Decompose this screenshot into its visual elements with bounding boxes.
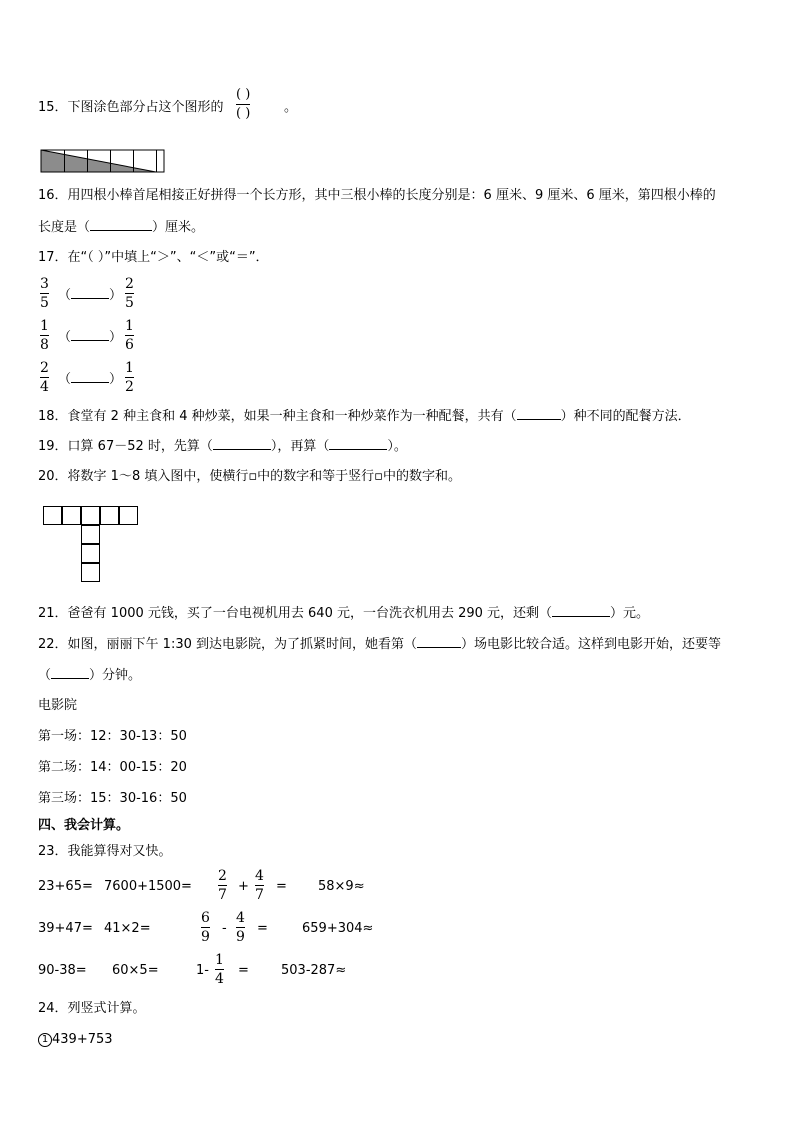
q16-line2: 长度是（ ）厘米。 [38, 220, 205, 235]
circled-number: 1 [38, 1033, 52, 1047]
q18-answer-blank[interactable] [517, 408, 561, 420]
show-1: 第一场：12：30-13：50 [38, 729, 187, 744]
calc-item: 39+47= [38, 921, 93, 936]
plus-sign: + [238, 879, 249, 894]
fraction: 4 9 [236, 910, 245, 945]
calc-item: 7600+1500= [104, 879, 192, 894]
q22-line2: （ ）分钟。 [38, 668, 142, 683]
equals-sign: = [238, 963, 249, 978]
section-heading: 四、我会计算。 [38, 818, 130, 833]
q15-denominator-blank: ( ) [236, 106, 251, 121]
grid-cell[interactable] [43, 506, 62, 525]
calc-item: 41×2= [104, 921, 151, 936]
grid-cell[interactable] [119, 506, 138, 525]
q22-blank-2[interactable] [51, 667, 89, 679]
q15-fraction-answer[interactable] [236, 87, 250, 122]
calc-item: 90-38= [38, 963, 87, 978]
minus-sign: - [222, 921, 227, 936]
calc-item: 58×9≈ [318, 879, 365, 894]
equals-sign: = [276, 879, 287, 894]
q19-blank-1[interactable] [213, 438, 271, 450]
equals-sign: = [257, 921, 268, 936]
show-3: 第三场：15：30-16：50 [38, 791, 187, 806]
show-2: 第二场：14：00-15：20 [38, 760, 187, 775]
grid-cell[interactable] [81, 563, 100, 582]
q15-end: 。 [284, 100, 298, 115]
fraction: 1 4 [215, 952, 224, 987]
q19-text: 19．口算 67－52 时，先算（ ），再算（ ）。 [38, 439, 407, 454]
q24-item-1: 1 439+753 [38, 1032, 113, 1048]
q17-row1-right-fraction: 2 5 [125, 276, 134, 311]
grid-cell[interactable] [100, 506, 119, 525]
q17-row2-right-fraction: 1 6 [125, 318, 134, 353]
q16-answer-blank[interactable] [90, 219, 152, 231]
fraction: 4 7 [255, 868, 264, 903]
calc-item: 60×5= [112, 963, 159, 978]
q23-title: 23．我能算得对又快。 [38, 844, 172, 859]
calc-item: 659+304≈ [302, 921, 374, 936]
cinema-title: 电影院 [38, 698, 78, 713]
q16-line1: 16．用四根小棒首尾相接正好拼得一个长方形，其中三根小棒的长度分别是：6 厘米、9 厘米、6 厘米，第四根小棒的 [38, 188, 716, 203]
calc-item: 23+65= [38, 879, 93, 894]
calc-item: 503-287≈ [281, 963, 347, 978]
q15-text: 15．下图涂色部分占这个图形的 [38, 100, 224, 115]
q21-answer-blank[interactable] [552, 605, 610, 617]
q17-text: 17．在“（ ）”中填上“＞”、“＜”或“＝”． [38, 250, 269, 265]
grid-cell[interactable] [81, 544, 100, 563]
q15-shaded-figure [40, 149, 166, 174]
q19-blank-2[interactable] [329, 438, 387, 450]
q22-blank-1[interactable] [417, 636, 461, 648]
q21-text: 21．爸爸有 1000 元钱，买了一台电视机用去 640 元，一台洗衣机用去 290 元，还剩（ ）元。 [38, 606, 650, 621]
q17-row2-left-fraction: 1 8 [40, 318, 49, 353]
q17-row2-blank[interactable]: （ ） [58, 330, 123, 345]
q17-row3-right-fraction: 1 2 [125, 360, 134, 395]
fraction: 6 9 [201, 910, 210, 945]
q17-row3-left-fraction: 2 4 [40, 360, 49, 395]
q18-text: 18．食堂有 2 种主食和 4 种炒菜，如果一种主食和一种炒菜作为一种配餐，共有（ ）种不同的配餐方法． [38, 409, 691, 424]
q15-numerator-blank: ( ) [236, 87, 251, 102]
grid-cell[interactable] [81, 506, 100, 525]
q20-text: 20．将数字 1～8 填入图中，使横行▫中的数字和等于竖行▫中的数字和。 [38, 469, 461, 484]
fraction: 2 7 [218, 868, 227, 903]
q24-title: 24．列竖式计算。 [38, 1001, 146, 1016]
q17-row1-blank[interactable]: （ ） [58, 288, 123, 303]
q22-line1: 22．如图，丽丽下午 1:30 到达电影院，为了抓紧时间，她看第（ ）场电影比较合适。这样到电影开始，还要等 [38, 637, 722, 652]
q17-row3-blank[interactable]: （ ） [58, 372, 123, 387]
grid-cell[interactable] [62, 506, 81, 525]
grid-cell[interactable] [81, 525, 100, 544]
calc-prefix: 1- [196, 963, 209, 978]
q17-row1-left-fraction: 3 5 [40, 276, 49, 311]
